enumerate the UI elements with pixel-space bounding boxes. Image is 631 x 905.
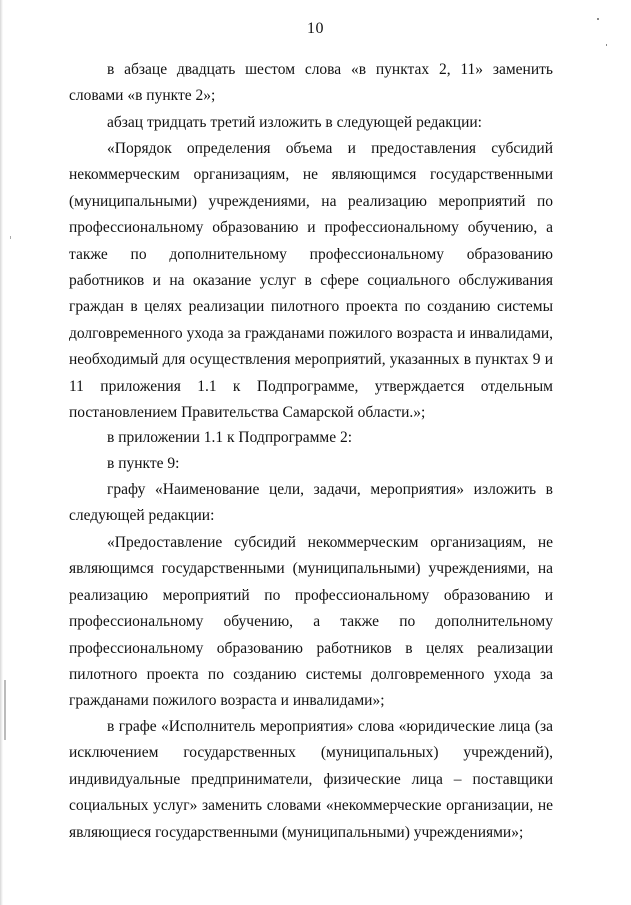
scan-speck: [597, 18, 599, 20]
paragraph-4: в приложении 1.1 к Подпрограмме 2:: [107, 429, 353, 446]
paragraph-3-quote: «Порядок определения объема и предоставления субсидий некоммерческим организациям, не являющимся государственными (муниципальными) учреждениями, на реализацию мероприятий по профессиональному образованию и профессиональному обучению, а также по дополнительному профессиональному образованию работников и на оказание услуг в сфере социального обслуживания граждан в целях реализации пилотного проекта по созданию системы долговременного ухода за гражданами пожилого возраста и инвалидами, необходимый для осуществления мероприятий, указанных в пунктах 9 и 11 приложения 1.1 к Подпрограмме, утверждается отдельным постановлением Правительства Самарской области.»;: [69, 140, 553, 422]
scan-speck: [10, 236, 11, 239]
page-number: 10: [307, 20, 324, 37]
paragraph-7-quote: «Предоставление субсидий некоммерческим организациям, не являющимся государственными (муниципальными) учреждениями, на реализацию мероприятий по профессиональному образованию и профессиональному обучению, а также по дополнительному профессиональному образованию работников в целях реализации пилотного проекта по созданию системы долговременного ухода за гражданами пожилого возраста и инвалидами»;: [69, 534, 553, 710]
paragraph-5: в пункте 9:: [107, 455, 180, 472]
paragraph-8: в графе «Исполнитель мероприятия» слова «юридические лица (за исключением государственных (муниципальных) учреждений), индивидуальные предприниматели, физические лица – поставщики социальных услуг» заменить словами «некоммерческие организации, не являющиеся государственными (муниципальными) учреждениями»;: [69, 718, 553, 841]
paragraph-6: графу «Наименование цели, задачи, мероприятия» изложить в следующей редакции:: [69, 481, 553, 525]
paragraph-2: абзац тридцать третий изложить в следующей редакции:: [107, 114, 482, 131]
paragraph-1: в абзаце двадцать шестом слова «в пунктах 2, 11» заменить словами «в пункте 2»;: [69, 61, 553, 105]
scan-speck: [606, 44, 607, 46]
scan-edge-mark: [4, 680, 6, 740]
scan-left-edge: [0, 0, 3, 905]
